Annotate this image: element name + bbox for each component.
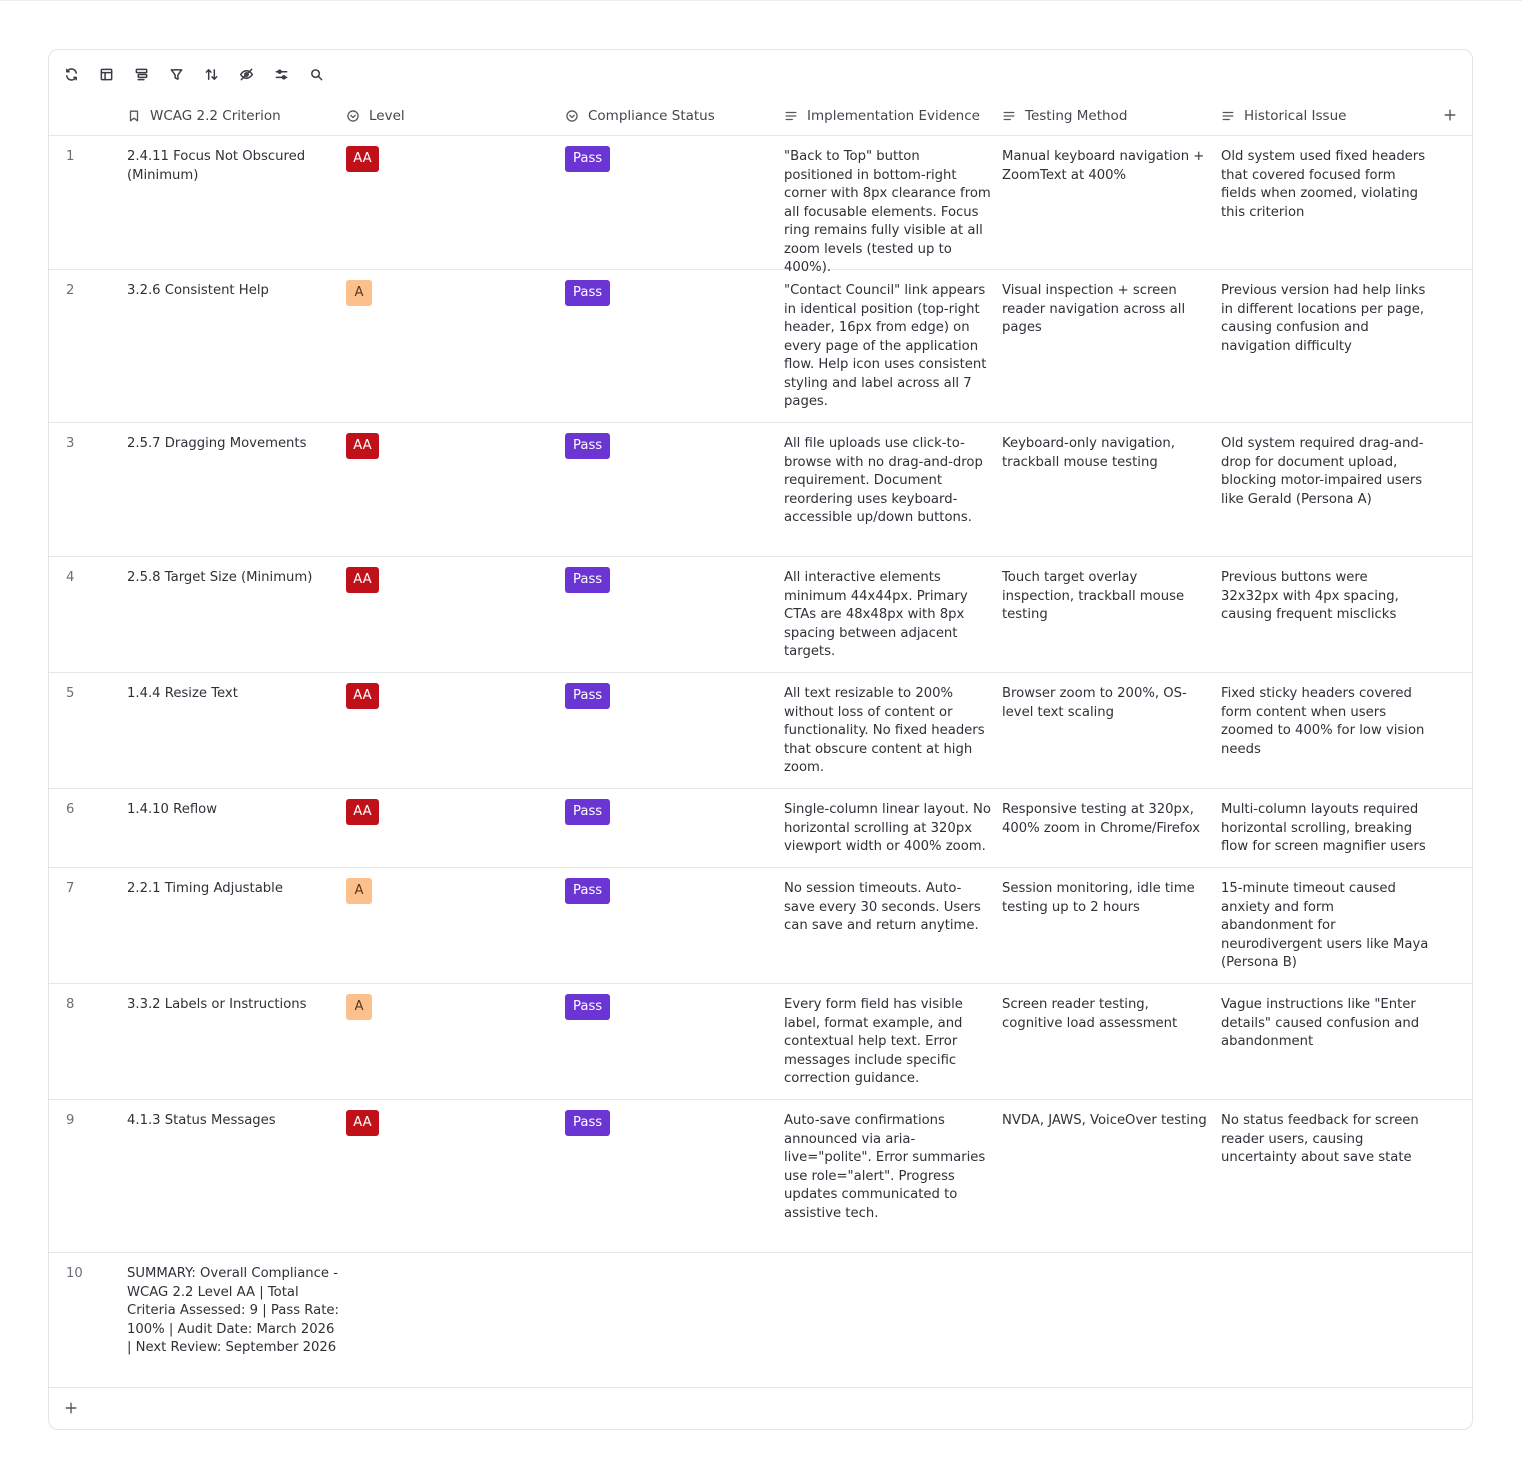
level-cell[interactable]: [346, 683, 379, 709]
status-badge: Pass: [565, 799, 610, 825]
evidence-cell[interactable]: Single-column linear layout. No horizontal scrolling at 320px viewport width or 400% zoom.: [784, 802, 991, 854]
level-badge: AA: [346, 1110, 379, 1136]
layout-icon[interactable]: [96, 64, 116, 84]
level-badge: A: [346, 878, 372, 904]
level-cell[interactable]: [346, 878, 372, 904]
text-icon: [784, 109, 798, 123]
level-cell[interactable]: [346, 146, 379, 172]
row-number: 2: [66, 283, 75, 298]
table-row[interactable]: [49, 984, 1472, 1100]
criterion-cell[interactable]: 2.5.7 Dragging Movements: [127, 436, 307, 451]
adjust-icon[interactable]: [271, 64, 291, 84]
level-cell[interactable]: [346, 1110, 379, 1136]
method-cell[interactable]: Touch target overlay inspection, trackball mouse testing: [1002, 570, 1185, 622]
refresh-icon[interactable]: [61, 64, 81, 84]
table-row[interactable]: [49, 789, 1472, 868]
table-row[interactable]: [49, 136, 1472, 275]
criterion-cell[interactable]: 1.4.4 Resize Text: [127, 686, 238, 701]
table-row[interactable]: [49, 557, 1472, 673]
column-header-status[interactable]: [565, 96, 715, 135]
status-badge: Pass: [565, 1110, 610, 1136]
status-badge: Pass: [565, 994, 610, 1020]
filter-icon[interactable]: [166, 64, 186, 84]
sort-icon[interactable]: [201, 64, 221, 84]
column-header-history[interactable]: [1221, 96, 1346, 135]
status-cell[interactable]: [565, 1110, 610, 1136]
method-cell[interactable]: Keyboard-only navigation, trackball mouse testing: [1002, 436, 1175, 470]
level-badge: A: [346, 994, 372, 1020]
column-header-label: Compliance Status: [588, 107, 715, 124]
status-badge: Pass: [565, 878, 610, 904]
status-badge: Pass: [565, 567, 610, 593]
row-number: 1: [66, 149, 75, 164]
criterion-cell[interactable]: 3.2.6 Consistent Help: [127, 283, 269, 298]
status-cell[interactable]: [565, 683, 610, 709]
history-cell[interactable]: Previous version had help links in different locations per page, causing confusion and navigation difficulty: [1221, 283, 1426, 354]
criterion-cell[interactable]: 3.3.2 Labels or Instructions: [127, 997, 307, 1012]
level-cell[interactable]: [346, 799, 379, 825]
status-badge: Pass: [565, 683, 610, 709]
level-cell[interactable]: [346, 433, 379, 459]
method-cell[interactable]: Manual keyboard navigation + ZoomText at 400%: [1002, 149, 1205, 183]
history-cell[interactable]: No status feedback for screen reader users, causing uncertainty about save state: [1221, 1113, 1419, 1165]
column-header-label: WCAG 2.2 Criterion: [150, 107, 281, 124]
status-badge: Pass: [565, 280, 610, 306]
history-cell[interactable]: Vague instructions like "Enter details" caused confusion and abandonment: [1221, 997, 1420, 1049]
search-icon[interactable]: [306, 64, 326, 84]
table-row[interactable]: [49, 423, 1472, 557]
level-cell[interactable]: [346, 994, 372, 1020]
top-divider: [0, 0, 1522, 1]
history-cell[interactable]: Old system used fixed headers that covered focused form fields when zoomed, violating this criterion: [1221, 149, 1426, 220]
evidence-cell[interactable]: All text resizable to 200% without loss of content or functionality. No fixed headers that obscure content at high zoom.: [784, 686, 985, 775]
criterion-cell[interactable]: 2.5.8 Target Size (Minimum): [127, 570, 313, 585]
column-header-level[interactable]: [346, 96, 405, 135]
method-cell[interactable]: Visual inspection + screen reader navigation across all pages: [1002, 283, 1186, 335]
text-icon: [1002, 109, 1016, 123]
method-cell[interactable]: NVDA, JAWS, VoiceOver testing: [1002, 1113, 1207, 1128]
hide-icon[interactable]: [236, 64, 256, 84]
plus-icon: [64, 1401, 78, 1415]
row-number: 5: [66, 686, 75, 701]
status-cell[interactable]: [565, 994, 610, 1020]
table-header: [49, 96, 1472, 136]
table-row[interactable]: [49, 673, 1472, 789]
group-icon[interactable]: [131, 64, 151, 84]
evidence-cell[interactable]: No session timeouts. Auto-save every 30 seconds. Users can save and return anytime.: [784, 881, 981, 933]
row-number: 9: [66, 1113, 75, 1128]
method-cell[interactable]: Session monitoring, idle time testing up to 2 hours: [1002, 881, 1195, 915]
status-cell[interactable]: [565, 433, 610, 459]
plus-icon: [1443, 108, 1457, 122]
table-row[interactable]: [49, 1253, 1472, 1388]
add-column-button[interactable]: [1440, 105, 1460, 125]
add-row-button[interactable]: [61, 1398, 81, 1418]
criterion-cell[interactable]: 2.2.1 Timing Adjustable: [127, 881, 283, 896]
evidence-cell[interactable]: Every form field has visible label, format example, and contextual help text. Error messages include specific correction guidance.: [784, 997, 963, 1086]
level-cell[interactable]: [346, 280, 372, 306]
table-row[interactable]: [49, 1100, 1472, 1253]
history-cell[interactable]: Previous buttons were 32x32px with 4px spacing, causing frequent misclicks: [1221, 570, 1399, 622]
column-header-method[interactable]: [1002, 96, 1127, 135]
method-cell[interactable]: Browser zoom to 200%, OS-level text scaling: [1002, 686, 1187, 720]
criterion-cell[interactable]: 2.4.11 Focus Not Obscured (Minimum): [127, 149, 306, 183]
column-header-evidence[interactable]: [784, 96, 980, 135]
method-cell[interactable]: Responsive testing at 320px, 400% zoom in Chrome/Firefox: [1002, 802, 1201, 836]
table-toolbar: [49, 64, 1472, 84]
column-header-label: Implementation Evidence: [807, 107, 980, 124]
column-header-criterion[interactable]: [127, 96, 281, 135]
level-badge: AA: [346, 683, 379, 709]
select-icon: [565, 109, 579, 123]
text-icon: [1221, 109, 1235, 123]
column-header-label: Historical Issue: [1244, 107, 1347, 124]
evidence-cell[interactable]: All file uploads use click-to-browse with no drag-and-drop requirement. Document reordering uses keyboard-accessible up/down buttons.: [784, 436, 983, 525]
table-row[interactable]: [49, 868, 1472, 984]
table-view: [48, 49, 1473, 1430]
row-number: 4: [66, 570, 75, 585]
criterion-cell[interactable]: 1.4.10 Reflow: [127, 802, 217, 817]
criterion-cell[interactable]: SUMMARY: Overall Compliance - WCAG 2.2 Level AA | Total Criteria Assessed: 9 | Pass Rate: 100% | Audit Date: March 2026 | Next Review: September 2026: [127, 1266, 339, 1355]
level-badge: AA: [346, 799, 379, 825]
method-cell[interactable]: Screen reader testing, cognitive load assessment: [1002, 997, 1178, 1031]
evidence-cell[interactable]: Auto-save confirmations announced via aria-live="polite". Error summaries use role="alert". Progress updates communicated to assistive tech.: [784, 1113, 986, 1221]
bookmark-icon: [127, 109, 141, 123]
history-cell[interactable]: 15-minute timeout caused anxiety and form abandonment for neurodivergent users like Maya (Persona B): [1221, 881, 1429, 970]
status-badge: Pass: [565, 433, 610, 459]
status-cell[interactable]: [565, 146, 610, 172]
select-icon: [346, 109, 360, 123]
status-cell[interactable]: [565, 799, 610, 825]
level-cell[interactable]: [346, 567, 379, 593]
row-number: 3: [66, 436, 75, 451]
column-header-label: Testing Method: [1025, 107, 1128, 124]
row-number: 10: [66, 1266, 83, 1281]
level-badge: AA: [346, 433, 379, 459]
row-number: 6: [66, 802, 75, 817]
level-badge: AA: [346, 146, 379, 172]
status-cell[interactable]: [565, 280, 610, 306]
status-badge: Pass: [565, 146, 610, 172]
history-cell[interactable]: Multi-column layouts required horizontal scrolling, breaking flow for screen magnifier users: [1221, 802, 1426, 854]
criterion-cell[interactable]: 4.1.3 Status Messages: [127, 1113, 276, 1128]
evidence-cell[interactable]: All interactive elements minimum 44x44px. Primary CTAs are 48x48px with 8px spacing between adjacent targets.: [784, 570, 968, 659]
evidence-cell[interactable]: "Back to Top" button positioned in bottom-right corner with 8px clearance from all focusable elements. Focus ring remains fully visible at all zoom levels (tested up to 400%).: [784, 149, 991, 275]
level-badge: A: [346, 280, 372, 306]
status-cell[interactable]: [565, 878, 610, 904]
status-cell[interactable]: [565, 567, 610, 593]
history-cell[interactable]: Old system required drag-and-drop for document upload, blocking motor-impaired users like Gerald (Persona A): [1221, 436, 1424, 507]
level-badge: AA: [346, 567, 379, 593]
row-number: 8: [66, 997, 75, 1012]
table-row[interactable]: [49, 270, 1472, 423]
row-number: 7: [66, 881, 75, 896]
column-header-label: Level: [369, 107, 405, 124]
history-cell[interactable]: Fixed sticky headers covered form content when users zoomed to 400% for low vision needs: [1221, 686, 1425, 757]
evidence-cell[interactable]: "Contact Council" link appears in identical position (top-right header, 16px from edge) on every page of the application flow. Help icon uses consistent styling and label across all 7 pages.: [784, 283, 987, 409]
